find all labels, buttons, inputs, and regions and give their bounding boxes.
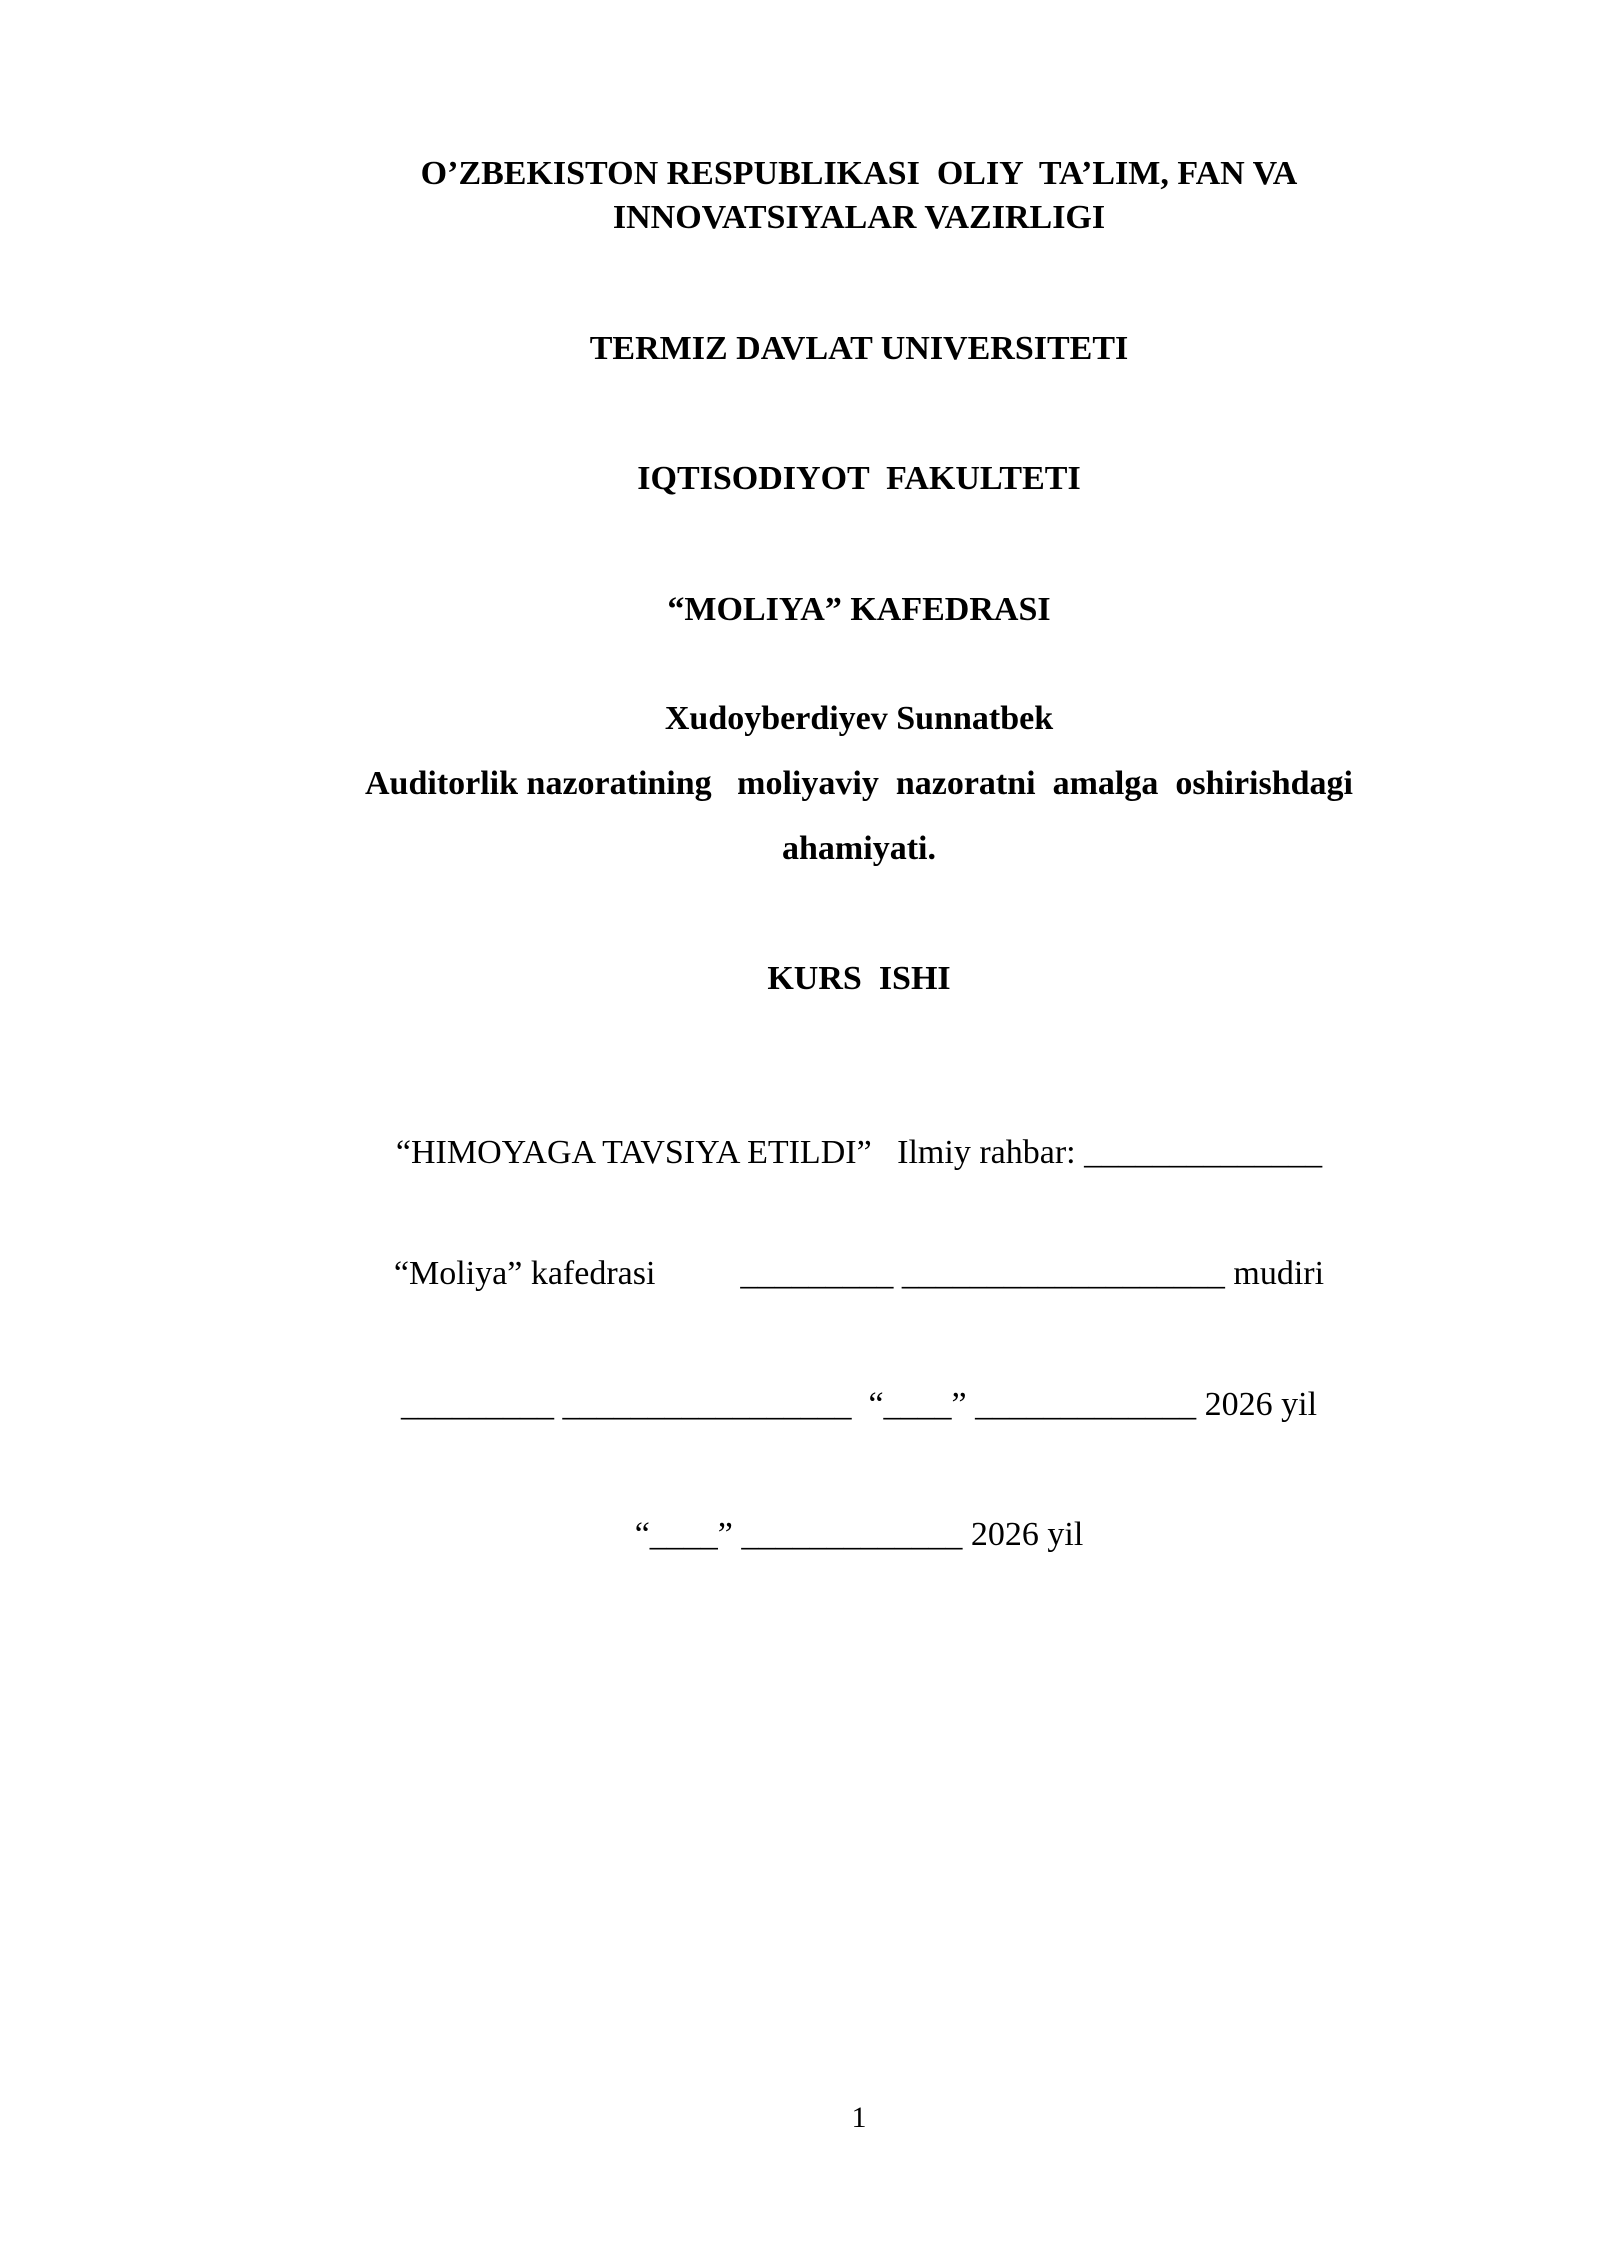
page-number: 1 <box>851 2101 867 2134</box>
approval-line-1: “HIMOYAGA TAVSIYA ETILDI” Ilmiy rahbar: ______________ <box>395 1134 1323 1171</box>
faculty-name: IQTISODIYOT FAKULTETI <box>637 460 1081 497</box>
ministry-line-2: INNOVATSIYALAR VAZIRLIGI <box>612 199 1106 236</box>
approval-line-2: “Moliya” kafedrasi _________ ___________________ mudiri <box>393 1255 1325 1292</box>
author-name: Xudoyberdiyev Sunnatbek <box>664 700 1054 737</box>
work-title-line-2: ahamiyati. <box>782 830 936 867</box>
university-name: TERMIZ DAVLAT UNIVERSITETI <box>589 330 1129 367</box>
approval-line-3: _________ _________________ “____” _____________ 2026 yil <box>400 1386 1318 1423</box>
ministry-line-1: O’ZBEKISTON RESPUBLIKASI OLIY TA’LIM, FAN VA <box>420 155 1298 192</box>
approval-line-4: “____” _____________ 2026 yil <box>634 1516 1084 1553</box>
work-title-line-1: Auditorlik nazoratining moliyaviy nazoratni amalga oshirishdagi <box>365 765 1353 802</box>
department-name: “MOLIYA” KAFEDRASI <box>667 591 1051 628</box>
work-type: KURS ISHI <box>767 960 951 997</box>
